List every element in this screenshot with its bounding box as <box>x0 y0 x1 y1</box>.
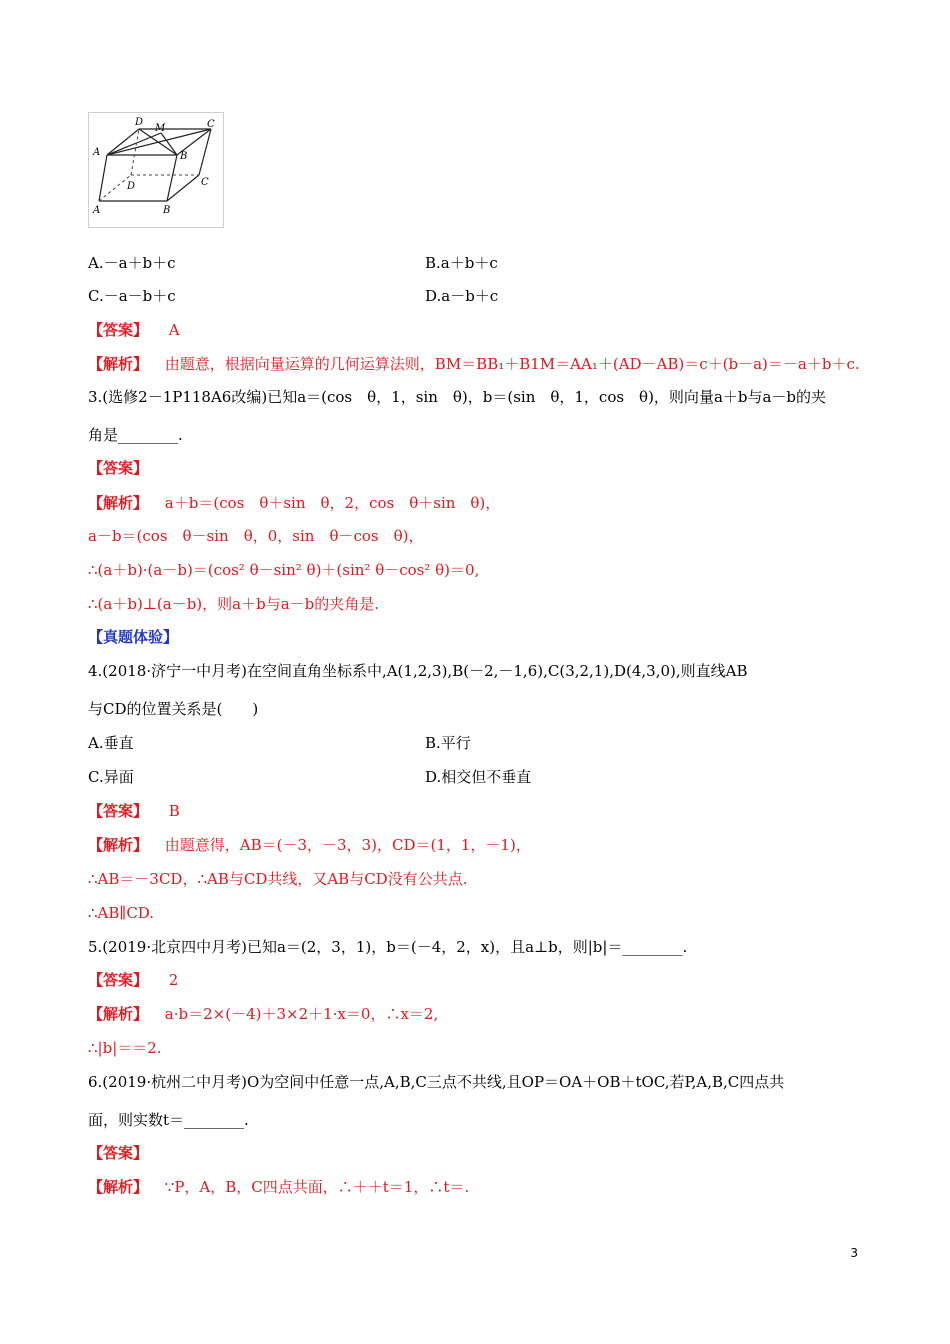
label-B: B <box>163 205 171 216</box>
q4-option-a: A.垂直 <box>88 734 134 752</box>
q5-analysis-row <box>88 1004 438 1024</box>
q4-option-d: D.相交但不垂直 <box>425 768 532 786</box>
q4-analysis-line3: ∴AB∥CD. <box>88 904 155 922</box>
analysis-tag: 【解析】 <box>88 494 149 512</box>
q3-answer-tag: 【答案】 <box>88 459 149 477</box>
q6-stem-line2: 面，则实数t＝________. <box>88 1111 249 1129</box>
q3-analysis-row <box>88 493 500 513</box>
q4-stem-line2: 与CD的位置关系是( ) <box>88 700 259 718</box>
section-title: 【真题体验】 <box>88 628 179 646</box>
q2-option-c: C.－a－b＋c <box>88 287 176 305</box>
q4-analysis-line2: ∴AB＝－3CD，∴AB与CD共线，又AB与CD没有公共点. <box>88 870 468 888</box>
analysis-tag: 【解析】 <box>88 836 149 854</box>
q2-analysis-row <box>88 354 860 374</box>
analysis-tag: 【解析】 <box>88 1005 149 1023</box>
label-C: C <box>201 177 209 188</box>
answer-tag: 【答案】 <box>88 802 149 820</box>
q3-stem-line1: 3.(选修2－1P118A6改编)已知a＝(cos θ，1，sin θ)，b＝(sin θ，1，cos θ)，则向量a＋b与a－b的夹 <box>88 388 827 406</box>
q2-option-d: D.a－b＋c <box>425 287 499 305</box>
analysis-text: a＋b＝(cos θ＋sin θ，2，cos θ＋sin θ)， <box>164 494 501 512</box>
q3-stem-line2: 角是________. <box>88 426 183 444</box>
q5-answer-row <box>88 970 178 990</box>
q4-option-b: B.平行 <box>425 734 471 752</box>
analysis-tag: 【解析】 <box>88 355 149 373</box>
q2-option-a: A.－a＋b＋c <box>88 254 176 272</box>
label-D: D <box>127 181 136 192</box>
answer-tag: 【答案】 <box>88 971 149 989</box>
label-M: M <box>155 123 166 134</box>
answer-value: A <box>168 321 180 339</box>
q5-analysis-line2: ∴|b|＝＝2. <box>88 1039 162 1057</box>
analysis-tag: 【解析】 <box>88 1178 149 1196</box>
q6-stem-line1: 6.(2019·杭州二中月考)O为空间中任意一点,A,B,C三点不共线,且OP＝OA＋OB＋tOC,若P,A,B,C四点共 <box>88 1073 785 1091</box>
q3-analysis-line3: ∴(a＋b)·(a－b)＝(cos² θ－sin² θ)＋(sin² θ－cos² θ)＝0, <box>88 561 480 579</box>
q3-analysis-line4: ∴(a＋b)⊥(a－b)，则a＋b与a－b的夹角是. <box>88 595 380 613</box>
parallelepiped-figure <box>88 112 224 228</box>
q4-option-c: C.异面 <box>88 768 134 786</box>
analysis-text: 由题意得，AB＝(－3，－3，3)，CD＝(1，1，－1)， <box>164 836 531 854</box>
q6-analysis-row <box>88 1177 469 1197</box>
answer-tag: 【答案】 <box>88 321 149 339</box>
label-D1: D <box>135 117 144 128</box>
q4-stem-line1: 4.(2018·济宁一中月考)在空间直角坐标系中,A(1,2,3),B(－2,－1,6),C(3,2,1),D(4,3,0),则直线AB <box>88 662 748 680</box>
q3-analysis-line2: a－b＝(cos θ－sin θ，0，sin θ－cos θ)， <box>88 527 424 545</box>
answer-value: B <box>168 802 180 820</box>
label-A: A <box>93 205 101 216</box>
q2-answer-row <box>88 320 180 340</box>
answer-value: 2 <box>168 971 179 989</box>
q6-answer-tag: 【答案】 <box>88 1144 149 1162</box>
q4-analysis-row <box>88 835 531 855</box>
q5-stem: 5.(2019·北京四中月考)已知a＝(2，3，1)，b＝(－4，2，x)，且a⊥b，则|b|＝________. <box>88 938 688 956</box>
label-C1: C <box>207 119 215 130</box>
analysis-text: ∵P，A，B，C四点共面，∴＋＋t＝1，∴t＝. <box>164 1178 470 1196</box>
q4-answer-row <box>88 801 180 821</box>
analysis-text: 由题意，根据向量运算的几何运算法则，BM＝BB₁＋B1M＝AA₁＋(AD－AB)＝c＋(b－a)＝－a＋b＋c. <box>164 355 860 373</box>
label-B1: B <box>180 151 188 162</box>
q2-option-b: B.a＋b＋c <box>425 254 498 272</box>
parallelepiped-diagram <box>89 113 223 227</box>
page-number: 3 <box>850 1246 858 1260</box>
label-A1: A <box>93 147 101 158</box>
analysis-text: a·b＝2×(－4)＋3×2＋1·x＝0，∴x＝2, <box>164 1005 439 1023</box>
